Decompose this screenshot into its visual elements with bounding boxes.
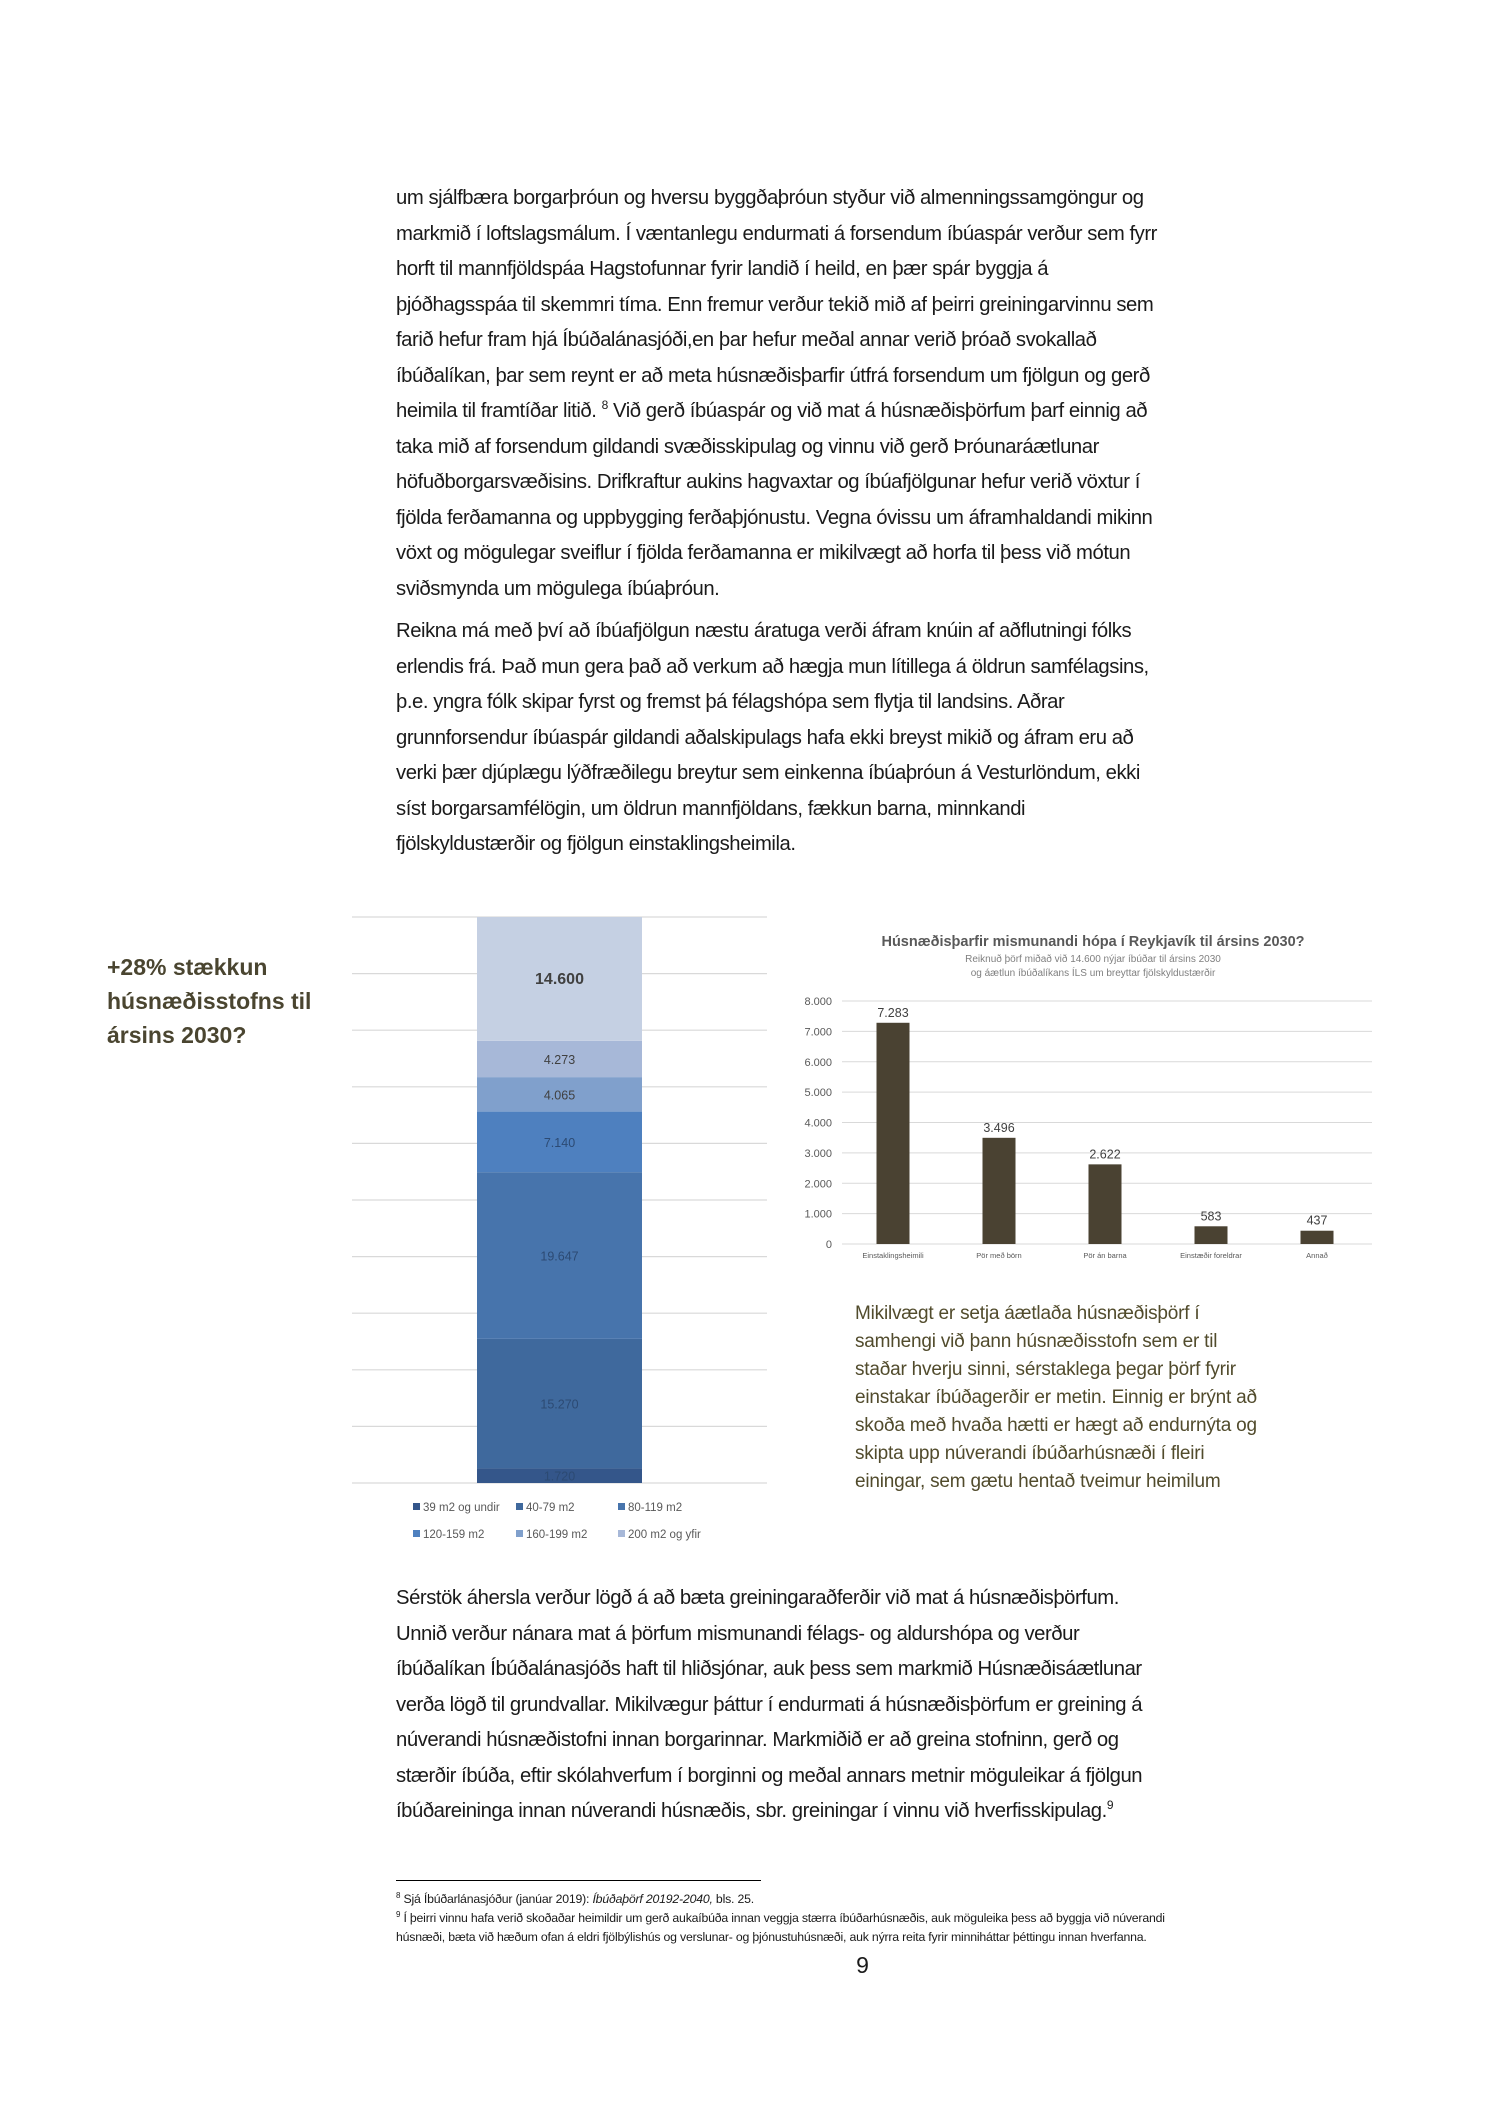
footnote-number: 9: [396, 1909, 401, 1919]
side-heading-line: húsnæðisstofns til: [107, 988, 312, 1014]
legend-swatch: [516, 1503, 523, 1510]
segment-label: 4.273: [543, 1052, 576, 1067]
text-line: fjölda ferðamanna og uppbygging ferðaþjónustu. Vegna óvissu um áframhaldandi mikinn: [396, 506, 1153, 529]
legend-swatch: [618, 1503, 625, 1510]
segment-label: 19.647: [540, 1249, 579, 1264]
side-heading-line: +28% stækkun: [107, 954, 268, 980]
y-tick-label: 4.000: [804, 1117, 832, 1130]
x-tick-label: Annað: [1306, 1251, 1328, 1260]
y-tick-label: 6.000: [804, 1056, 832, 1069]
footnotes: [396, 1890, 1165, 1947]
footnote-text: bls. 25.: [712, 1892, 754, 1906]
legend-swatch: [618, 1530, 625, 1537]
y-tick-label: 0: [825, 1239, 832, 1251]
legend-label: 200 m2 og yfir: [628, 1529, 701, 1541]
text-segment: heimila til framtíðar litið.: [396, 400, 597, 422]
x-tick-label: Pör með börn: [976, 1251, 1022, 1260]
text-line: höfuðborgarsvæðisins. Drifkraftur aukins hagvaxtar og íbúafjölgunar hefur verið vöxtur í: [396, 471, 1140, 493]
text-line: þ.e. yngra fólk skipar fyrst og fremst þá félagshópa sem flytja til landsins. Aðrar: [396, 691, 1065, 713]
text-line: síst borgarsamfélögin, um öldrun mannfjöldans, fækkun barna, minnkandi: [396, 797, 1026, 820]
text-line: þjóðhagsspáa til skemmri tíma. Enn fremur verður tekið mið af þeirri greiningarvinnu sem: [396, 293, 1154, 316]
side-heading-line: ársins 2030?: [107, 1022, 247, 1048]
text-line: núverandi húsnæðistofni innan borgarinnar. Markmiðið er að greina stofninn, gerð og: [396, 1729, 1119, 1751]
footnote-ref-9[interactable]: 9: [1106, 1798, 1114, 1813]
y-tick-label: 2.000: [804, 1178, 832, 1191]
footnote-text: húsnæði, bæta við hæðum ofan á eldri fjölbýlishús og verslunar- og þjónustuhúsnæði, auk nýrra reita fyrir minniháttar þéttingu innan hverfanna.: [396, 1930, 1147, 1944]
x-tick-label: Einstaklingsheimili: [862, 1251, 924, 1260]
caption-line: skipta upp núverandi íbúðarhúsnæði í fleiri: [855, 1443, 1205, 1464]
legend-swatch: [413, 1503, 420, 1510]
x-tick-label: Pör án barna: [1083, 1251, 1127, 1260]
footnote-title: Íbúðaþörf 20192-2040,: [592, 1892, 713, 1906]
chart-title: Húsnæðisþarfir mismunandi hópa í Reykjavík til ársins 2030?: [881, 934, 1305, 950]
text-line: vöxt og mögulegar sveiflur í fjölda ferðamanna er mikilvægt að horfa til þess við mótun: [396, 542, 1131, 564]
x-tick-label: Einstæðir foreldrar: [1180, 1251, 1242, 1260]
y-tick-label: 8.000: [804, 996, 832, 1008]
text-line: sviðsmynda um mögulega íbúaþróun.: [396, 577, 720, 600]
y-tick-label: 5.000: [804, 1087, 832, 1100]
text-line: erlendis frá. Það mun gera það að verkum að hægja mun lítillega á öldrun samfélagsins,: [396, 655, 1149, 678]
footnote-ref-8[interactable]: 8: [601, 398, 608, 413]
footnote-9: [396, 1909, 1165, 1928]
text-line: [396, 1794, 1356, 1830]
paragraph-3: [396, 1581, 1356, 1830]
text-line: taka mið af forsendum gildandi svæðisskipulag og vinnu við gerð Þróunaráætlunar: [396, 435, 1099, 458]
text-line: grunnforsendur íbúaspár gildandi aðalskipulags hafa ekki breyst mikið og áfram eru að: [396, 726, 1134, 749]
page-number: 9: [856, 1952, 869, 1978]
chart-subtitle: og áætlun íbúðalíkans ÍLS um breyttar fjölskyldustærðir: [970, 968, 1216, 979]
segment-label: 14.600: [535, 970, 584, 988]
segment-label: 1.720: [543, 1469, 576, 1484]
text-segment: íbúðareininga innan núverandi húsnæðis, sbr. greiningar í vinnu við hverfisskipulag.: [396, 1800, 1107, 1822]
text-line: íbúðalíkan Íbúðalánasjóðs haft til hliðsjónar, auk þess sem markmið Húsnæðisáætlunar: [396, 1658, 1142, 1680]
segment-label: 7.140: [543, 1135, 576, 1150]
y-tick-label: 7.000: [804, 1026, 832, 1039]
caption-line: skoða með hvaða hætti er hægt að endurnýta og: [855, 1415, 1257, 1436]
bar-value-label: 3.496: [983, 1120, 1015, 1135]
text-line: um sjálfbæra borgarþróun og hversu byggðaþróun styður við almenningssamgöngur og: [396, 187, 1144, 209]
segment-label: 4.065: [543, 1088, 576, 1103]
footnote-8: [396, 1890, 1165, 1909]
caption-line: einingar, sem gætu hentað tveimur heimilum: [855, 1471, 1221, 1492]
legend-swatch: [413, 1530, 420, 1537]
bar-value-label: 2.622: [1089, 1147, 1121, 1162]
text-line: Sérstök áhersla verður lögð á að bæta greiningaraðferðir við mat á húsnæðisþörfum.: [396, 1587, 1119, 1609]
bar-value-label: 7.283: [877, 1005, 909, 1020]
text-line: verki þær djúplægu lýðfræðilegu breytur sem einkenna íbúaþróun á Vesturlöndum, ekki: [396, 762, 1140, 784]
caption-line: samhengi við þann húsnæðisstofn sem er til: [855, 1331, 1218, 1352]
legend-label: 80-119 m2: [628, 1502, 683, 1514]
legend-label: 39 m2 og undir: [423, 1502, 500, 1514]
text-line: fjölskyldustærðir og fjölgun einstaklingsheimila.: [396, 833, 796, 855]
legend-label: 160-199 m2: [526, 1529, 588, 1541]
caption-line: staðar hverju sinni, sérstaklega þegar þörf fyrir: [855, 1359, 1236, 1380]
text-line: íbúðalíkan, þar sem reynt er að meta húsnæðisþarfir útfrá forsendum um fjölgun og gerð: [396, 364, 1150, 387]
text-line: verða lögð til grundvallar. Mikilvægur þáttur í endurmati á húsnæðisþörfum er greining á: [396, 1693, 1143, 1716]
text-line: stærðir íbúða, eftir skólahverfum í borginni og meðal annars metnir möguleikar á fjölgun: [396, 1764, 1143, 1787]
chart-caption: [855, 1300, 1257, 1496]
bar-value-label: 583: [1200, 1209, 1222, 1224]
caption-line: Mikilvægt er setja áætlaða húsnæðisþörf í: [855, 1303, 1200, 1324]
text-line: Unnið verður nánara mat á þörfum mismunandi félags- og aldurshópa og verður: [396, 1622, 1080, 1645]
footnote-text: Sjá Íbúðarlánasjóður (janúar 2019):: [400, 1892, 593, 1906]
y-tick-label: 3.000: [804, 1147, 832, 1160]
text-segment: Við gerð íbúaspár og við mat á húsnæðisþörfum þarf einnig að: [607, 400, 1148, 422]
bar-value-label: 437: [1306, 1213, 1328, 1228]
text-line: Reikna má með því að íbúafjölgun næstu áratuga verði áfram knúin af aðflutningi fólks: [396, 620, 1132, 642]
chart-subtitle: Reiknuð þörf miðað við 14.600 nýjar íbúðar til ársins 2030: [965, 954, 1221, 965]
footnote-separator: [396, 1880, 761, 1881]
legend-label: 120-159 m2: [423, 1529, 485, 1541]
legend-swatch: [516, 1530, 523, 1537]
footnote-number: 8: [396, 1890, 401, 1900]
y-tick-label: 1.000: [804, 1208, 832, 1221]
segment-label: 15.270: [540, 1397, 579, 1412]
text-line: horft til mannfjöldspáa Hagstofunnar fyrir landið í heild, en þær spár byggja á: [396, 258, 1049, 280]
caption-line: einstakar íbúðagerðir er metin. Einnig er brýnt að: [855, 1387, 1257, 1408]
text-line: farið hefur fram hjá Íbúðalánasjóði,en þar hefur meðal annar verið þróað svokallað: [396, 329, 1097, 351]
legend-label: 40-79 m2: [526, 1502, 575, 1514]
text-line: markmið í loftslagsmálum. Í væntanlegu endurmati á forsendum íbúaspár verður sem fyrr: [396, 222, 1157, 245]
footnote-text: Í þeirri vinnu hafa verið skoðaðar heimildir um gerð aukaíbúða innan veggja stærra íbúðarhúsnæðis, auk möguleika þess að byggja við núverandi: [403, 1911, 1165, 1925]
